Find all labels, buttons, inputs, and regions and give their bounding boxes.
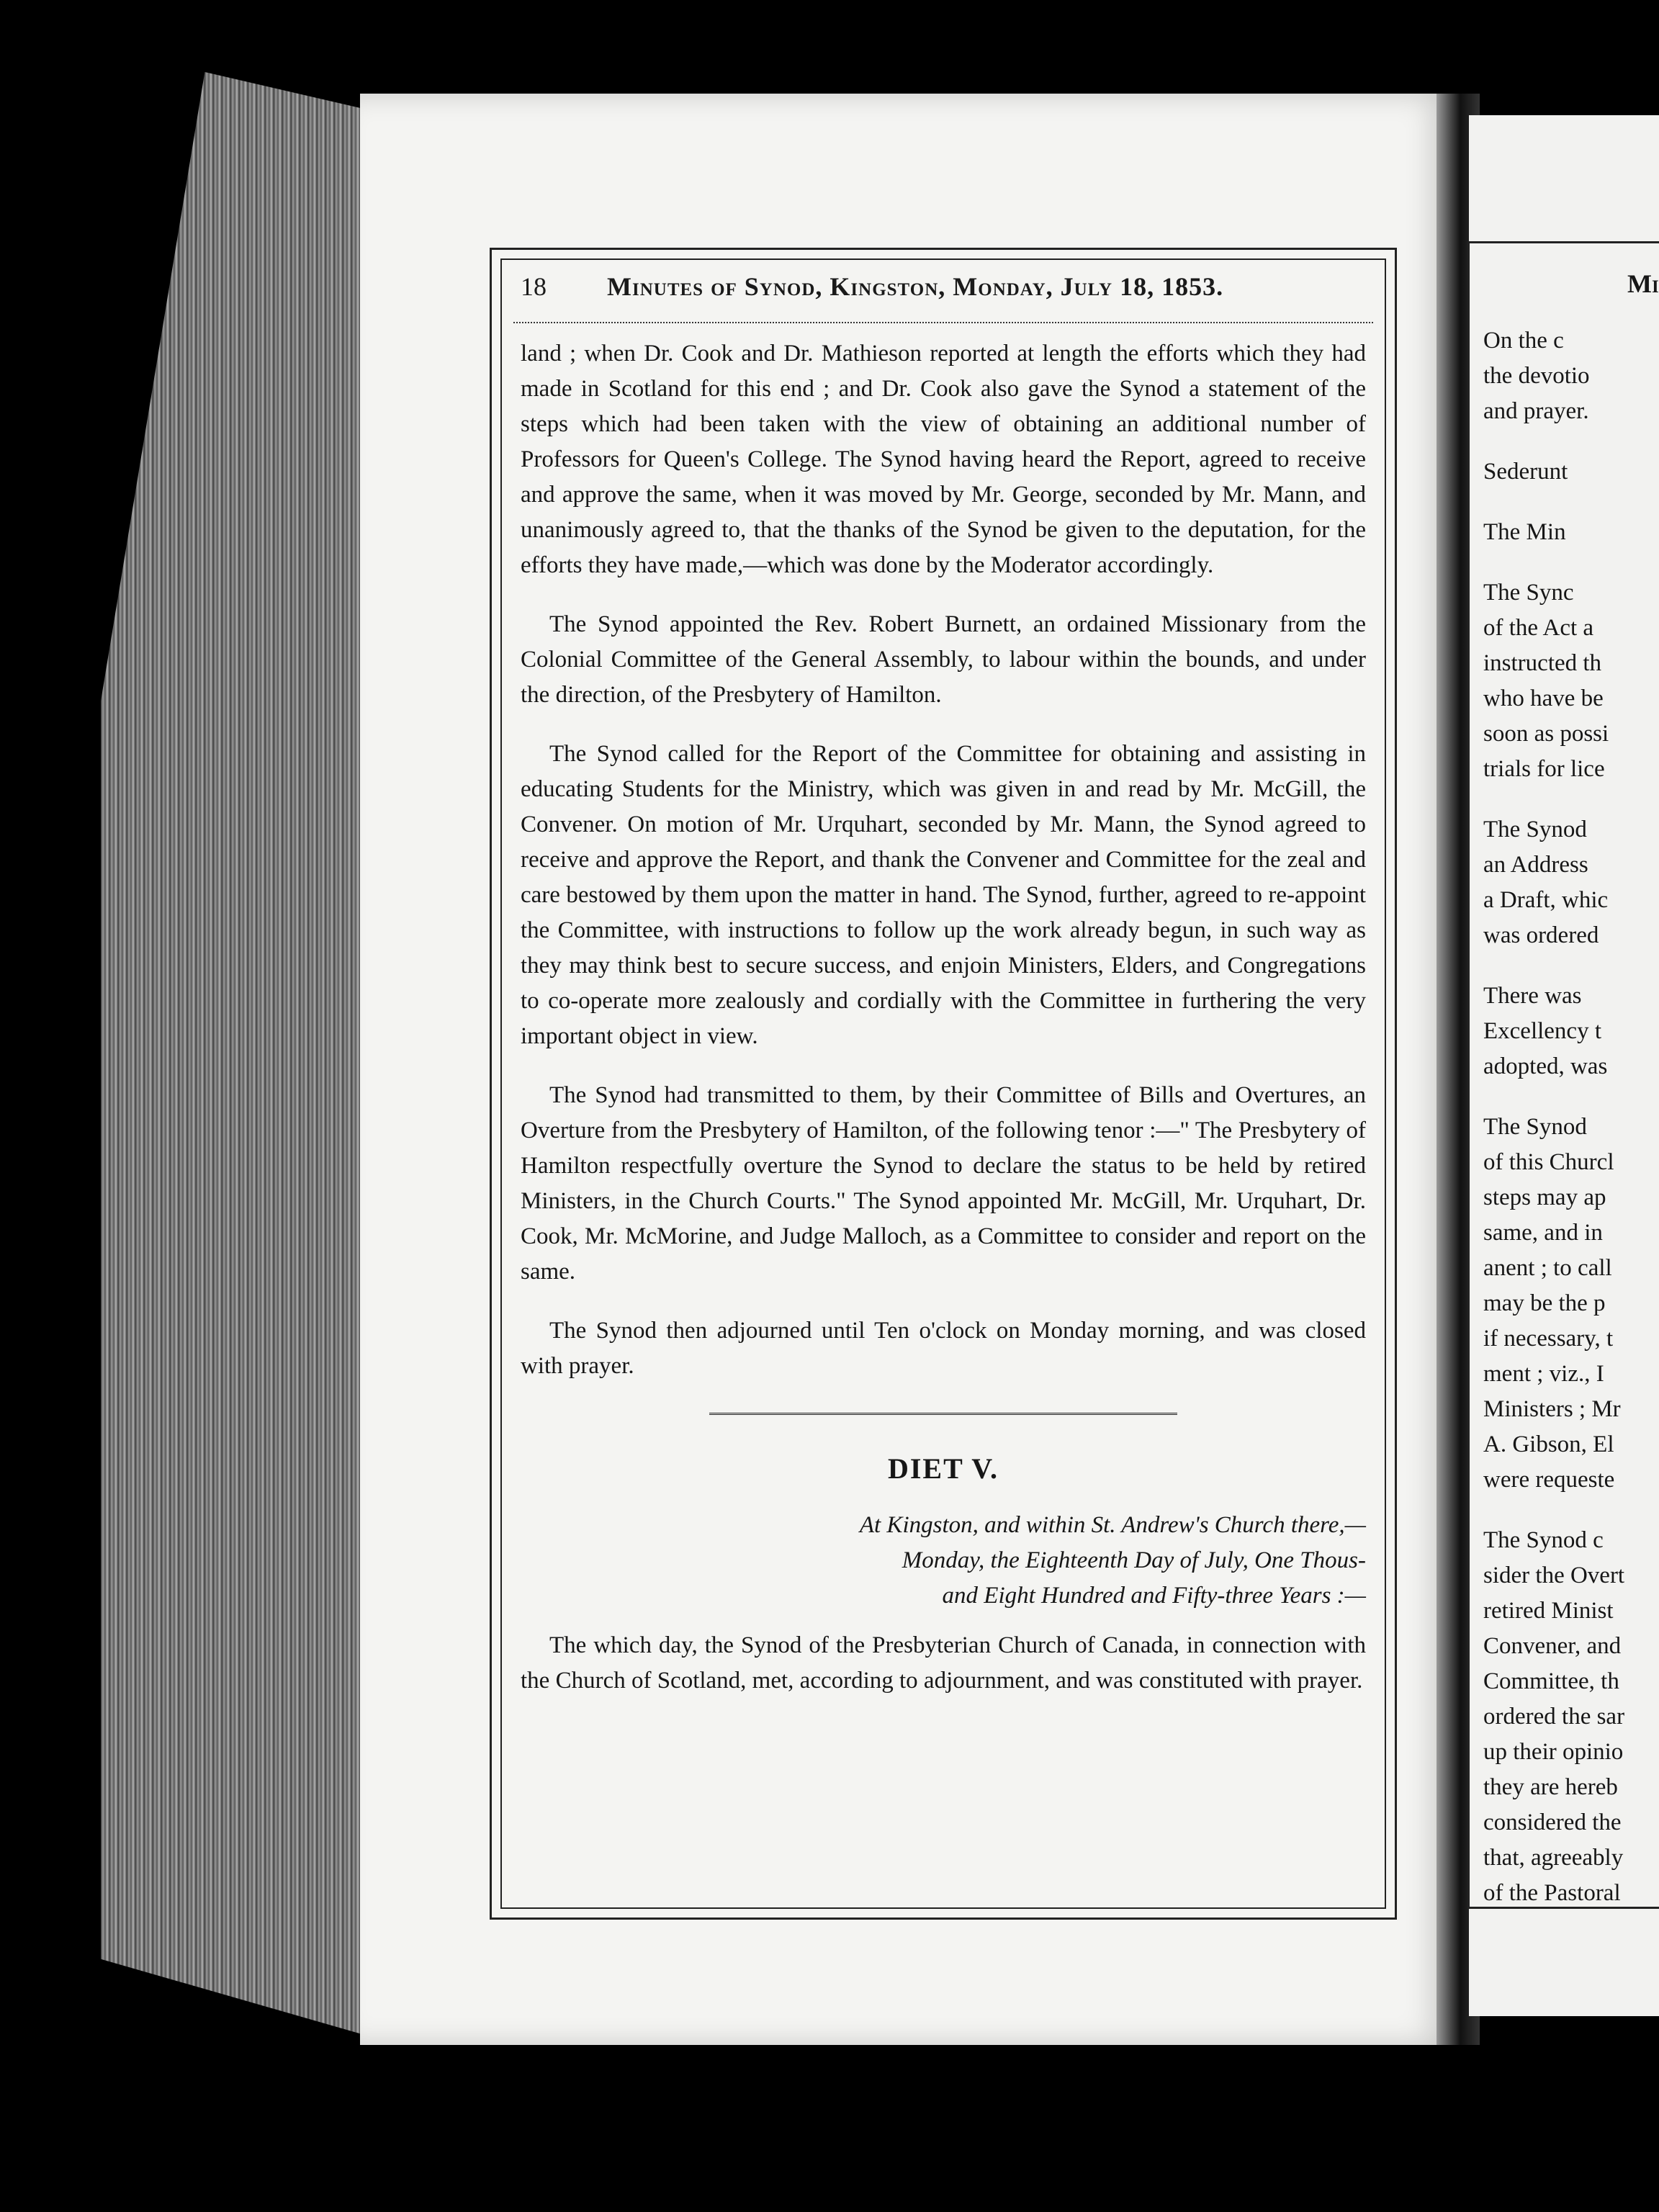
right-page-line [1483,1084,1659,1110]
right-page-line: steps may ap [1483,1184,1606,1210]
diet-intro-line: At Kingston, and within St. Andrew's Church there,— [859,1512,1366,1538]
right-page-line: soon as possi [1483,721,1609,747]
right-page-line [1483,953,1659,979]
diet-intro [521,1508,1366,1614]
right-page-line: a Draft, whic [1483,887,1609,913]
right-page-line: sider the Overt [1483,1563,1625,1588]
right-page-line: of the Pastoral [1483,1880,1621,1906]
right-page-line: Sederunt [1483,459,1568,485]
right-page-line: trials for lice [1483,756,1605,782]
body-text [521,336,1366,1722]
diet-intro-line: Monday, the Eighteenth Day of July, One Thous- [902,1547,1366,1573]
right-page-line: ment ; viz., I [1483,1361,1604,1387]
right-page-line: The Synod [1483,1114,1587,1140]
right-page-line: Ministers ; Mr [1483,1396,1621,1422]
right-page-line: of the Act a [1483,615,1594,641]
right-page-line: Committee, th [1483,1668,1619,1694]
right-page-line: retired Minist [1483,1598,1614,1624]
right-page-line: were requeste [1483,1467,1615,1493]
paragraph-5: The Synod then adjourned until Ten o'clock on Monday morning, and was closed with prayer. [521,1318,1366,1379]
right-page-line: A. Gibson, El [1483,1431,1614,1457]
right-page-line: anent ; to call [1483,1255,1612,1281]
right-page-line [1483,1498,1659,1523]
right-page-line: considered the [1483,1809,1622,1835]
book-page-edges [101,72,374,2038]
right-page-line: may be the p [1483,1290,1606,1316]
paragraph-1: land ; when Dr. Cook and Dr. Mathieson reported at length the efforts which they had made in Scotland for this end ; and Dr. Cook also gave the Synod a statement of the steps which had been taken with the view of obtaining an additional number of Professors for Queen's College. The Synod having heard the Report, agreed to receive and approve the same, when it was moved by Mr. George, seconded by Mr. Mann, and unanimously agreed to, that the thanks of the Synod be given to the deputation, for the efforts they have made,—which was done by the Moderator accordingly. [521,341,1366,578]
right-page-line: and prayer. [1483,398,1589,424]
right-page-line: adopted, was [1483,1053,1608,1079]
right-page-line: The Synod [1483,817,1587,842]
right-page-line [1483,429,1659,454]
right-page-line [1483,490,1659,515]
header-rule [513,322,1373,323]
right-page-text [1483,266,1659,1911]
right-page-line: Convener, and [1483,1633,1622,1659]
running-header [521,271,1366,315]
page-number: 18 [521,272,547,301]
diet-title: DIET V. [887,1452,999,1485]
right-page-line: The Sync [1483,580,1574,606]
diet-closing-paragraph: The which day, the Synod of the Presbyterian Church of Canada, in connection with the Church of Scotland, met, according to adjournment, and was constituted with prayer. [521,1632,1366,1694]
right-page-line: an Address [1483,852,1588,878]
right-page-line: instructed th [1483,650,1602,676]
right-page-line: The Min [1483,519,1566,545]
diet-intro-line: and Eight Hundred and Fifty-three Years :— [942,1583,1366,1609]
right-page-line: Excellency t [1483,1018,1602,1044]
right-page-line: was ordered [1483,922,1599,948]
right-page-line: same, and in [1483,1220,1603,1246]
right-page-line: they are hereb [1483,1774,1618,1800]
right-page-line: There was [1483,983,1582,1009]
right-page-line: that, agreeably [1483,1845,1624,1871]
running-title: Minutes of Synod, Kingston, Monday, July 18, 1853. [607,272,1224,301]
paragraph-3: The Synod called for the Report of the Committee for obtaining and assisting in educating Students for the Ministry, which was given in and read by Mr. McGill, the Convener. On motion of Mr. Urquhart, seconded by Mr. Mann, the Synod agreed to receive and approve the Report, and thank the Convener and Committee for the zeal and care bestowed by them upon the matter in hand. The Synod, further, agreed to re-appoint the Committee, with instructions to follow up the work already begun, in such way as they may think best to secure success, and enjoin Ministers, Elders, and Congregations to co-operate more zealously and cordially with the Committee in furthering the very important object in view. [521,741,1366,1049]
right-page-line: of this Churcl [1483,1149,1614,1175]
right-page-line: up their opinio [1483,1739,1624,1765]
paragraph-2: The Synod appointed the Rev. Robert Burnett, an ordained Missionary from the Colonial Committee of the General Assembly, to labour within the bounds, and under the direction, of the Presbytery of Hamilton. [521,611,1366,708]
right-page-line: ordered the sar [1483,1704,1625,1730]
section-divider [709,1413,1177,1415]
paragraph-4: The Synod had transmitted to them, by their Committee of Bills and Overtures, an Overture from the Presbytery of Hamilton, of the following tenor :—" The Presbytery of Hamilton respectfully overture the Synod to declare the status to be held by retired Ministers, in the Church Courts." The Synod appointed Mr. McGill, Mr. Urquhart, Dr. Cook, Mr. McMorine, and Judge Malloch, as a Committee to consider and report on the same. [521,1082,1366,1285]
right-page-line [1483,550,1659,575]
right-page-header: Mi [1627,269,1659,298]
right-page-line: who have be [1483,685,1604,711]
right-page-line: the devotio [1483,363,1590,389]
right-page-line [1483,787,1659,812]
right-page-line: On the c [1483,328,1564,354]
text-frame [490,248,1397,1920]
right-page-line: The Synod c [1483,1527,1604,1553]
right-page-line: if necessary, t [1483,1326,1614,1352]
